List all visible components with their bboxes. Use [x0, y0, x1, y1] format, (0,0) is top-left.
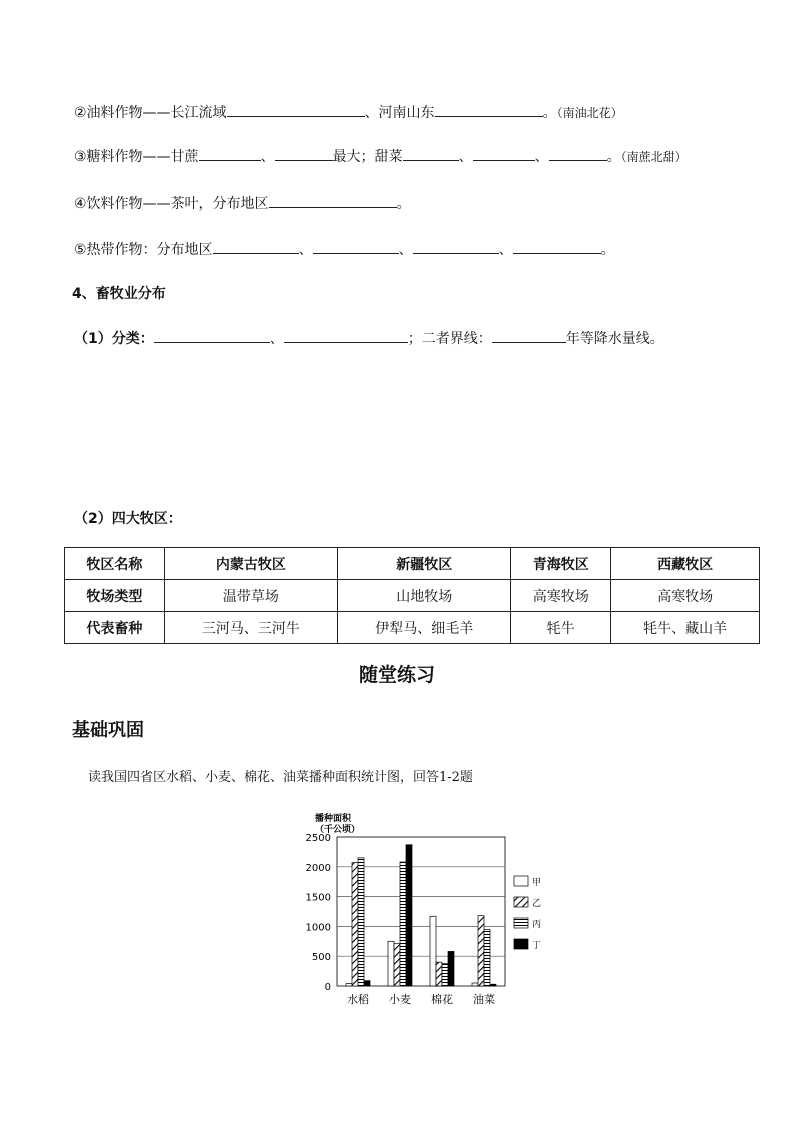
table-cell: 高寒牧场: [511, 580, 611, 612]
practice-title: 随堂练习: [358, 664, 435, 686]
table-cell: 青海牧区: [511, 548, 611, 580]
bar-甲: [388, 941, 394, 986]
blank[interactable]: [403, 146, 459, 161]
y-tick-label: 0: [324, 982, 331, 993]
bar-丙: [400, 862, 406, 986]
bar-丁: [448, 951, 454, 986]
x-tick-label: 小麦: [389, 993, 411, 1006]
sugar-end: 。: [606, 149, 621, 165]
drink-crop-line: [74, 193, 411, 214]
legend-label: 丁: [532, 941, 542, 951]
blank[interactable]: [227, 102, 365, 117]
blank[interactable]: [549, 146, 607, 161]
blank[interactable]: [492, 328, 566, 343]
x-tick-label: 棉花: [431, 993, 453, 1006]
sugar-max-text: 最大；甜菜: [332, 149, 403, 165]
bar-甲: [346, 984, 352, 986]
oil-crop-label: ②油料作物——长江流域: [74, 105, 227, 121]
bar-丁: [364, 981, 370, 986]
chart-instruction: 读我国四省区水稻、小麦、棉花、油菜播种面积统计图，回答1-2题: [88, 770, 473, 785]
table-cell: 高寒牧场: [611, 580, 760, 612]
sugar-crop-line: [74, 146, 687, 167]
bar-甲: [430, 916, 436, 986]
drink-crop-label: ④饮料作物——茶叶，分布地区: [74, 196, 269, 212]
tropical-end: 。: [600, 242, 615, 258]
classify-label: （1）分类：: [74, 331, 154, 347]
boundary-label: ；二者界线：: [407, 331, 492, 347]
blank[interactable]: [284, 328, 408, 343]
sep: 、: [534, 149, 549, 165]
legend-label: 甲: [532, 878, 542, 888]
table-row: [65, 580, 760, 612]
blank[interactable]: [154, 328, 270, 343]
bar-丙: [358, 858, 364, 986]
x-tick-label: 水稻: [347, 993, 369, 1006]
basic-title: 基础巩固: [72, 720, 144, 741]
sep: 、: [498, 242, 513, 258]
bar-乙: [352, 863, 358, 986]
blank[interactable]: [413, 239, 499, 254]
oil-crop-note: （南油北花）: [556, 106, 623, 120]
blank[interactable]: [473, 146, 535, 161]
blank[interactable]: [313, 239, 399, 254]
plot-area: [337, 837, 505, 986]
bar-甲: [472, 983, 478, 986]
blank[interactable]: [435, 102, 543, 117]
table-cell: 温带草场: [164, 580, 337, 612]
sugar-crop-note: （南蔗北甜）: [620, 150, 687, 164]
blank[interactable]: [199, 146, 261, 161]
y-axis-title: 播种面积: [315, 814, 352, 824]
sep: 、: [458, 149, 473, 165]
table-row: [65, 612, 760, 644]
blank[interactable]: [275, 146, 333, 161]
livestock-heading: 4、畜牧业分布: [72, 286, 166, 302]
table-cell: 牦牛、藏山羊: [611, 612, 760, 644]
legend-swatch: [514, 876, 528, 886]
legend-swatch: [514, 918, 528, 928]
sugar-crop-label: ③糖料作物——甘蔗: [74, 149, 199, 165]
bar-乙: [436, 962, 442, 986]
legend-swatch: [514, 939, 528, 949]
oil-crop-sep: 、河南山东: [364, 105, 435, 121]
sep: 、: [260, 149, 275, 165]
blank[interactable]: [269, 193, 397, 208]
bar-乙: [478, 916, 484, 986]
table-cell: 内蒙古牧区: [164, 548, 337, 580]
blank[interactable]: [213, 239, 299, 254]
oil-crop-end: 。: [542, 105, 557, 121]
sep: 、: [298, 242, 313, 258]
bar-乙: [394, 944, 400, 986]
table-cell: 新疆牧区: [338, 548, 511, 580]
y-tick-label: 1000: [305, 922, 331, 934]
legend-label: 乙: [532, 899, 542, 909]
bar-丁: [490, 984, 496, 986]
table-cell: 西藏牧区: [611, 548, 760, 580]
table-cell: 牧场类型: [65, 580, 165, 612]
table-cell: 伊犁马、细毛羊: [338, 612, 511, 644]
bar-丁: [406, 845, 412, 986]
tropical-crop-line: [74, 239, 615, 260]
y-tick-label: 500: [311, 952, 331, 964]
x-tick-label: 油菜: [473, 993, 495, 1006]
sep: 、: [398, 242, 413, 258]
table-row: [65, 548, 760, 580]
bar-丙: [442, 963, 448, 986]
table-cell: 代表畜种: [65, 612, 165, 644]
pasture-table: [64, 547, 760, 644]
table-cell: 山地牧场: [338, 580, 511, 612]
y-tick-label: 1500: [305, 892, 331, 904]
boundary-end: 年等降水量线。: [565, 331, 664, 347]
table-cell: 三河马、三河牛: [164, 612, 337, 644]
y-tick-label: 2000: [305, 862, 331, 874]
table-cell: 牧区名称: [65, 548, 165, 580]
drink-end: 。: [396, 196, 411, 212]
y-tick-label: 2500: [305, 833, 331, 844]
regions-label: （2）四大牧区：: [74, 511, 182, 527]
oil-crop-line: [74, 102, 623, 123]
y-axis-title-unit: （千公顷）: [315, 825, 361, 835]
tropical-crop-label: ⑤热带作物：分布地区: [74, 242, 213, 258]
legend-label: 丙: [532, 920, 542, 930]
blank[interactable]: [513, 239, 601, 254]
sep: 、: [269, 331, 284, 347]
bar-丙: [484, 929, 490, 986]
classify-line: [74, 328, 664, 349]
table-cell: 牦牛: [511, 612, 611, 644]
legend-swatch: [514, 897, 528, 907]
